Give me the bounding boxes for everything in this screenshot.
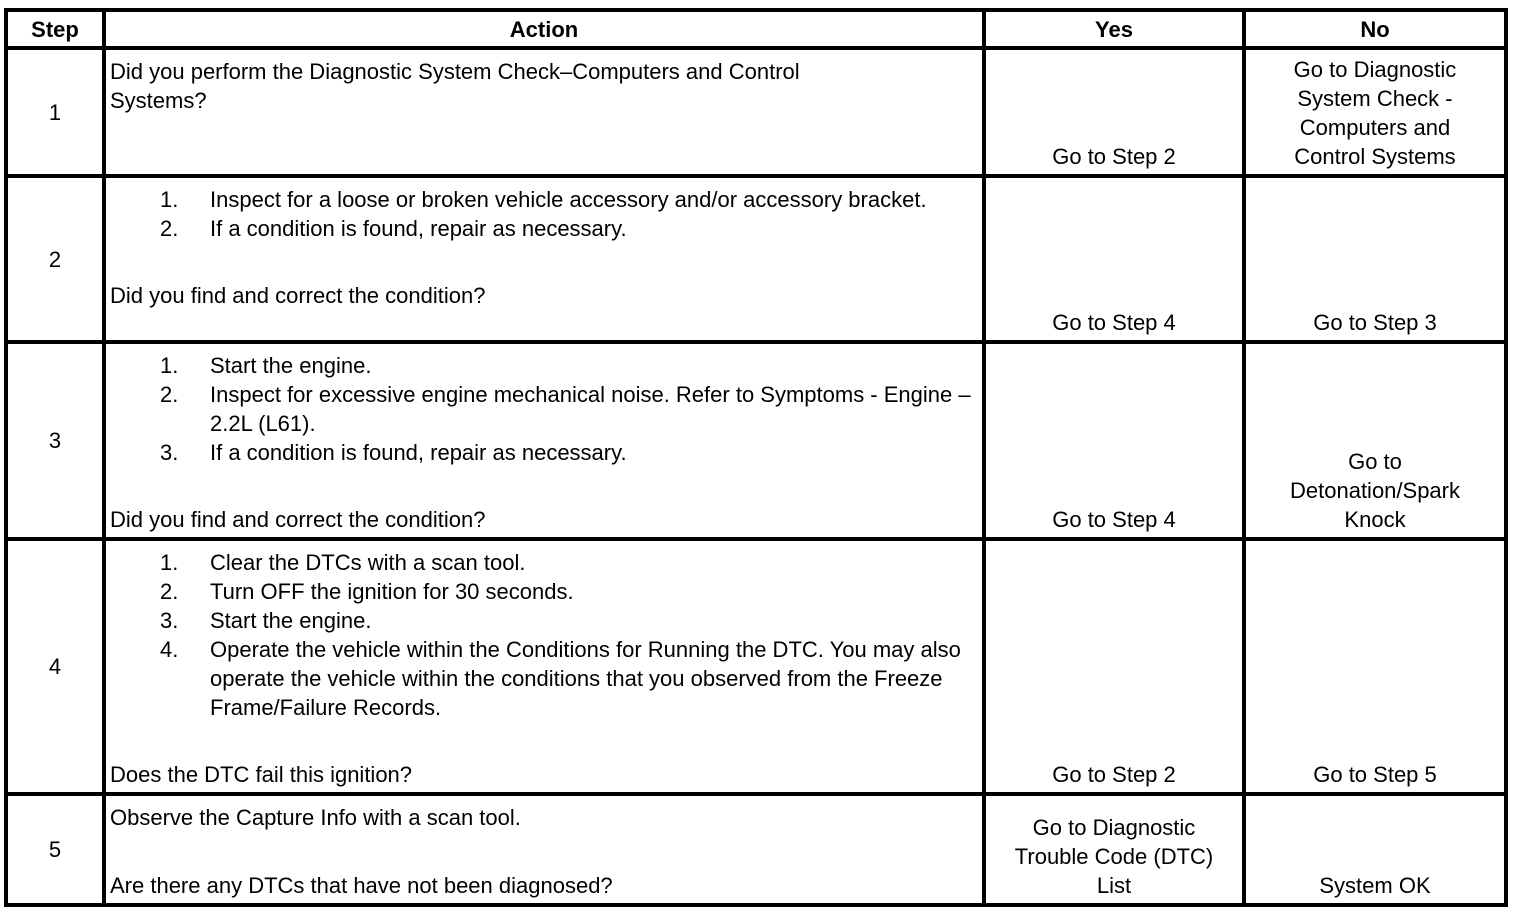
action-cell bbox=[104, 342, 984, 539]
step-number: 4 bbox=[6, 539, 104, 794]
list-item: 1. Clear the DTCs with a scan tool. bbox=[160, 550, 526, 575]
table-row bbox=[6, 48, 1506, 176]
header-yes: Yes bbox=[984, 10, 1244, 48]
yes-result-text: Go to Diagnostic Trouble Code (DTC) List bbox=[1014, 815, 1214, 898]
action-question: Are there any DTCs that have not been diagnosed? bbox=[110, 873, 613, 898]
step-number: 5 bbox=[6, 794, 104, 905]
action-cell bbox=[104, 48, 984, 176]
action-cell bbox=[104, 539, 984, 794]
step-number: 2 bbox=[6, 176, 104, 342]
action-question: Did you find and correct the condition? bbox=[110, 507, 486, 532]
no-result: System OK bbox=[1244, 794, 1506, 905]
no-result bbox=[1244, 48, 1506, 176]
yes-result bbox=[984, 794, 1244, 905]
no-result-text: Go to Detonation/Spark Knock bbox=[1290, 449, 1460, 532]
list-item: 3. If a condition is found, repair as necessary. bbox=[160, 440, 627, 465]
list-item: 2. Turn OFF the ignition for 30 seconds. bbox=[160, 579, 574, 604]
step-number: 3 bbox=[6, 342, 104, 539]
yes-result: Go to Step 2 bbox=[984, 539, 1244, 794]
no-result bbox=[1244, 342, 1506, 539]
action-steps bbox=[110, 185, 974, 243]
list-item: 3. Start the engine. bbox=[160, 608, 372, 633]
action-steps bbox=[110, 548, 974, 722]
no-result: Go to Step 5 bbox=[1244, 539, 1506, 794]
table-row bbox=[6, 539, 1506, 794]
action-cell bbox=[104, 794, 984, 905]
list-item: 1. Start the engine. bbox=[160, 353, 372, 378]
diagnostic-table bbox=[4, 8, 1508, 907]
action-steps bbox=[110, 351, 974, 467]
list-item: 1. Inspect for a loose or broken vehicle accessory and/or accessory bracket. bbox=[160, 187, 927, 212]
no-result-text: Go to Diagnostic System Check - Computers and Control Systems bbox=[1293, 57, 1457, 169]
action-cell bbox=[104, 176, 984, 342]
no-result: Go to Step 3 bbox=[1244, 176, 1506, 342]
action-intro: Observe the Capture Info with a scan tool. bbox=[110, 805, 521, 830]
action-question: Did you find and correct the condition? bbox=[110, 283, 486, 308]
header-no: No bbox=[1244, 10, 1506, 48]
yes-result: Go to Step 2 bbox=[984, 48, 1244, 176]
list-item: 2. If a condition is found, repair as necessary. bbox=[160, 216, 627, 241]
action-question: Does the DTC fail this ignition? bbox=[110, 762, 413, 787]
action-question: Did you perform the Diagnostic System Check–Computers and Control Systems? bbox=[110, 59, 800, 113]
yes-result: Go to Step 4 bbox=[984, 342, 1244, 539]
table-row bbox=[6, 342, 1506, 539]
step-number: 1 bbox=[6, 48, 104, 176]
header-row bbox=[6, 10, 1506, 48]
yes-result: Go to Step 4 bbox=[984, 176, 1244, 342]
list-item: 2. Inspect for excessive engine mechanical noise. Refer to Symptoms - Engine – 2.2L (L61). bbox=[160, 382, 971, 436]
list-item: 4. Operate the vehicle within the Conditions for Running the DTC. You may also operate the vehicle within the conditions that you observed from the Freeze Frame/Failure Records. bbox=[160, 637, 961, 720]
header-step: Step bbox=[6, 10, 104, 48]
table-row bbox=[6, 794, 1506, 905]
header-action: Action bbox=[104, 10, 984, 48]
table-row bbox=[6, 176, 1506, 342]
